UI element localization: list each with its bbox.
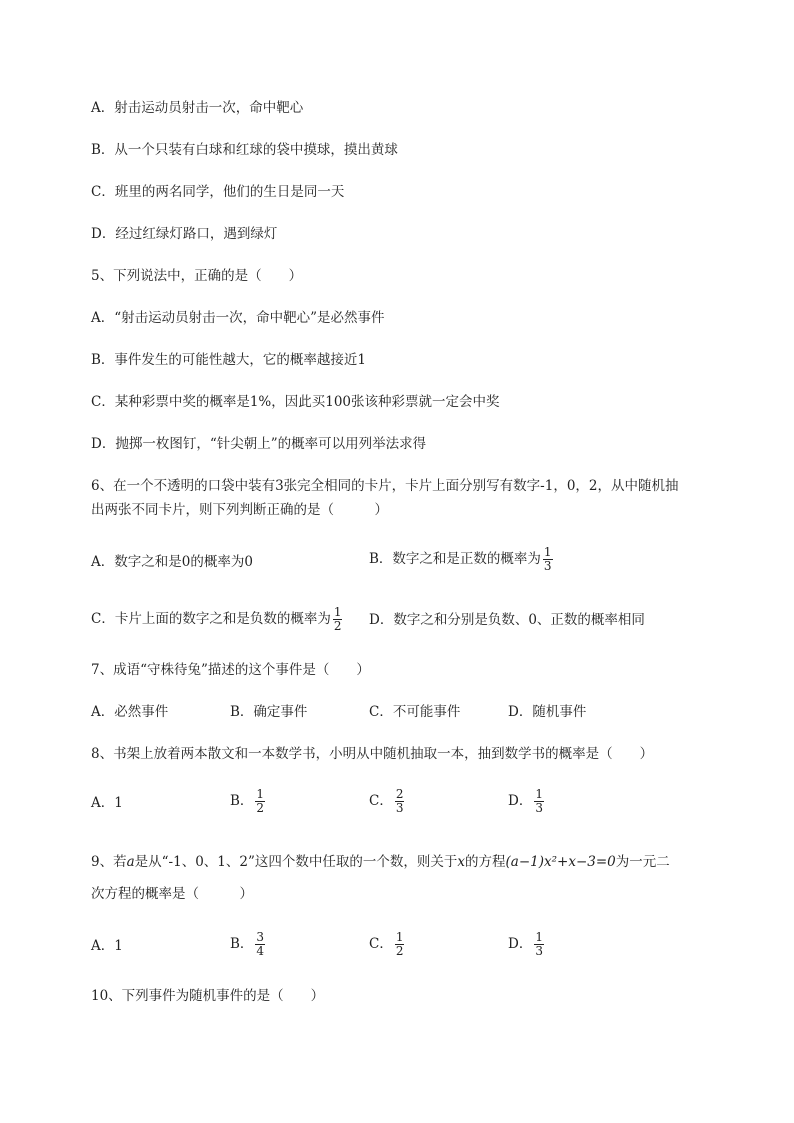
fraction-numerator: 1 xyxy=(256,787,265,801)
q9-stem-line1 xyxy=(91,852,670,872)
q9-option-d xyxy=(508,931,544,958)
fraction-numerator: 1 xyxy=(543,545,552,559)
fraction-denominator: 3 xyxy=(535,944,543,958)
q4-option-b: B．从一个只装有白球和红球的袋中摸球，摸出黄球 xyxy=(91,142,398,158)
q9-stem-post: 为一元二 xyxy=(615,854,670,870)
fraction-denominator: 3 xyxy=(543,559,552,573)
q8-option-b xyxy=(230,788,265,815)
q7-option-c: C．不可能事件 xyxy=(369,704,461,720)
option-label: D． xyxy=(508,936,533,952)
q5-option-c: C．某种彩票中奖的概率是1%，因此买100张该种彩票就一定会中奖 xyxy=(91,394,500,410)
fraction-numerator: 3 xyxy=(256,930,265,944)
q8-stem: 8、书架上放着两本散文和一本数学书，小明从中随机抽取一本，抽到数学书的概率是（ ） xyxy=(91,746,654,762)
q6-stem-line1: 6、在一个不透明的口袋中装有3张完全相同的卡片，卡片上面分别写有数字-1，0，2，从中随机抽 xyxy=(91,478,679,494)
fraction-numerator: 1 xyxy=(333,605,342,619)
fraction-numerator: 1 xyxy=(535,930,543,944)
option-label: D． xyxy=(508,793,533,809)
fraction-numerator: 1 xyxy=(395,930,404,944)
fraction xyxy=(395,788,405,815)
option-label: B． xyxy=(230,936,254,952)
q7-option-b: B．确定事件 xyxy=(230,704,308,720)
fraction-numerator: 1 xyxy=(535,787,543,801)
q4-option-c: C．班里的两名同学，他们的生日是同一天 xyxy=(91,184,345,200)
variable-x: x xyxy=(457,854,466,870)
q9-stem-mid: 是从“-1、0、1、2”这四个数中任取的一个数，则关于 xyxy=(134,854,458,870)
q10-stem: 10、下列事件为随机事件的是（ ） xyxy=(91,988,325,1004)
q6-option-d: D．数字之和分别是负数、0、正数的概率相同 xyxy=(369,612,645,628)
fraction xyxy=(395,931,405,958)
fraction xyxy=(255,788,265,815)
q6-option-b xyxy=(369,546,553,573)
fraction-denominator: 2 xyxy=(395,944,404,958)
fraction-numerator: 2 xyxy=(395,787,404,801)
q7-option-d: D．随机事件 xyxy=(508,704,587,720)
variable-a: a xyxy=(126,854,135,870)
fraction xyxy=(333,606,343,633)
option-label: C． xyxy=(369,793,393,809)
q7-option-a: A．必然事件 xyxy=(91,704,169,720)
fraction xyxy=(255,931,265,958)
q6-option-c xyxy=(91,606,342,633)
q9-stem-mid2: 的方程 xyxy=(465,854,506,870)
option-label: B． xyxy=(230,793,254,809)
option-label: C． xyxy=(369,936,393,952)
fraction-denominator: 2 xyxy=(333,619,342,633)
q5-stem: 5、下列说法中，正确的是（ ） xyxy=(91,268,303,284)
fraction xyxy=(534,788,544,815)
q8-option-c xyxy=(369,788,404,815)
q9-stem-pre: 9、若 xyxy=(91,854,127,870)
equation: (a−1)x²+x−3=0 xyxy=(505,854,616,870)
q8-option-d xyxy=(508,788,544,815)
fraction-denominator: 2 xyxy=(256,801,265,815)
q9-option-a: A．1 xyxy=(91,938,123,954)
fraction xyxy=(534,931,544,958)
q9-stem-line2: 次方程的概率是（ ） xyxy=(91,886,253,902)
fraction xyxy=(543,546,553,573)
q6-option-c-text: C．卡片上面的数字之和是负数的概率为 xyxy=(91,611,331,627)
q5-option-d: D．抛掷一枚图钉，“针尖朝上”的概率可以用列举法求得 xyxy=(91,436,427,452)
q5-option-a: A．“射击运动员射击一次，命中靶心”是必然事件 xyxy=(91,310,385,326)
q6-option-a: A．数字之和是0的概率为0 xyxy=(91,554,253,570)
q7-stem: 7、成语“守株待兔”描述的这个事件是（ ） xyxy=(91,662,370,678)
q8-option-a: A．1 xyxy=(91,795,123,811)
fraction-denominator: 4 xyxy=(256,944,265,958)
q4-option-a: A．射击运动员射击一次，命中靶心 xyxy=(91,100,304,116)
q9-option-c xyxy=(369,931,404,958)
q9-option-b xyxy=(230,931,265,958)
q6-option-b-text: B．数字之和是正数的概率为 xyxy=(369,551,541,567)
fraction-denominator: 3 xyxy=(535,801,543,815)
q6-stem-line2: 出两张不同卡片，则下列判断正确的是（ ） xyxy=(91,502,388,518)
fraction-denominator: 3 xyxy=(395,801,404,815)
q5-option-b: B．事件发生的可能性越大，它的概率越接近1 xyxy=(91,352,367,368)
q4-option-d: D．经过红绿灯路口，遇到绿灯 xyxy=(91,226,278,242)
